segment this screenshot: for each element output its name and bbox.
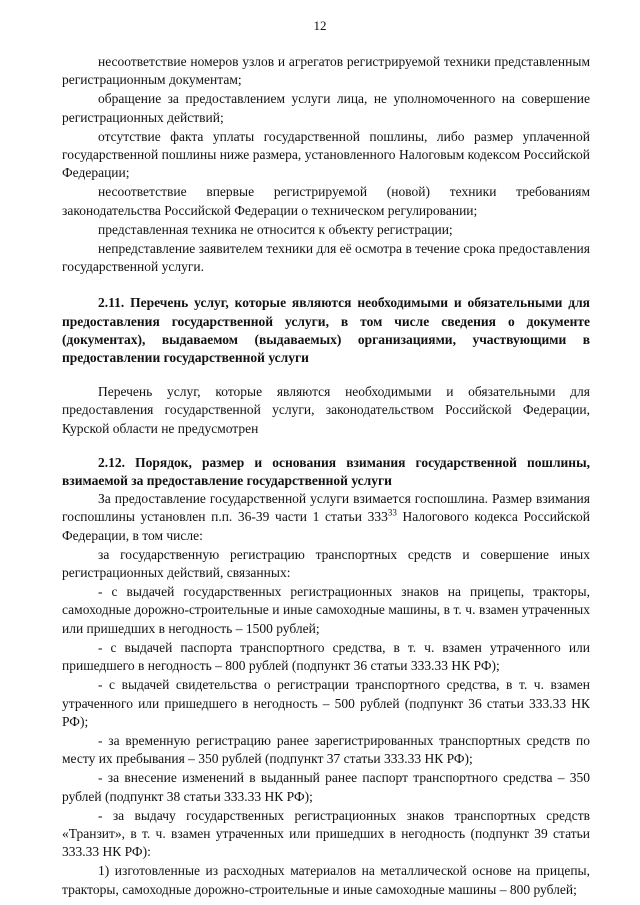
- page-number: 12: [313, 18, 327, 33]
- fee-paragraph: за государственную регистрацию транспортных средств и совершение иных регистрационных действий, связанных:: [62, 546, 590, 581]
- fee-paragraph: - за внесение изменений в выданный ранее паспорт транспортного средства – 350 рублей (подпункт 38 статьи 333.33 НК РФ);: [62, 770, 590, 804]
- refusal-ground: несоответствие номеров узлов и агрегатов регистрируемой техники представленным регистрационным документам;: [62, 54, 590, 88]
- refusal-ground: отсутствие факта уплаты государственной пошлины, либо размер уплаченной государственной пошлины ниже размера, установленного Налоговым кодексом Российской Федерации;: [62, 128, 590, 181]
- fee-paragraph: - за временную регистрацию ранее зарегистрированных транспортных средств по месту их пребывания – 350 рублей (подпункт 37 статьи 333.33 НК РФ);: [62, 732, 590, 767]
- fee-paragraph: - с выдачей паспорта транспортного средства, в т. ч. взамен утраченного или пришедшего в негодность – 800 рублей (подпункт 36 статьи 333.33 НК РФ);: [62, 639, 590, 674]
- refusal-grounds-list: [62, 53, 590, 276]
- refusal-ground: обращение за предоставлением услуги лица, не уполномоченного на совершение регистрационных действий;: [62, 91, 590, 125]
- fee-paragraph: - за выдачу государственных регистрационных знаков транспортных средств «Транзит», в т. ч. взамен утраченных или пришедших в негодность (подпункт 39 статьи 333.33 НК РФ):: [62, 807, 590, 860]
- intro-text-part2: Налогового кодекса Российской Федерации, в том числе:: [62, 509, 590, 543]
- refusal-ground: непредставление заявителем техники для её осмотра в течение срока предоставления государственной услуги.: [62, 241, 590, 275]
- section-2-11-text: Перечень услуг, которые являются необходимыми и обязательными для предоставления государственной услуги, законодательством Российской Федерации, Курской области не предусмотрен: [62, 384, 590, 436]
- fee-paragraph: - с выдачей свидетельства о регистрации транспортного средства, в т. ч. взамен утраченного или пришедшего в негодность – 500 рублей (подпункт 36 статьи 333.33 НК РФ);: [62, 677, 590, 729]
- refusal-ground: несоответствие впервые регистрируемой (новой) техники требованиям законодательства Российской Федерации о техническом регулировании;: [62, 184, 590, 218]
- section-2-12-heading: 2.12. Порядок, размер и основания взимания государственной пошлины, взимаемой за предоставление государственной услуги: [62, 454, 590, 489]
- section-2-11: [62, 294, 590, 367]
- section-2-12-body: [62, 490, 590, 898]
- section-2-11-heading: 2.11. Перечень услуг, которые являются необходимыми и обязательными для предоставления государственной услуги, в том числе сведения о документе (документах), выдаваемом (выдаваемых) организациями, участвующими в предоставлении государственной услуги: [62, 295, 590, 366]
- fee-paragraph: 1) изготовленные из расходных материалов на металлической основе на прицепы, тракторы, самоходные дорожно-строительные и иные самоходные машины – 800 рублей;: [62, 863, 590, 897]
- refusal-ground: представленная техника не относится к объекту регистрации;: [98, 221, 453, 237]
- intro-text-part1: За предоставление государственной услуги взимается госпошлина. Размер взимания госпошлины установлен п.п. 36-39 части 1 статьи 333: [62, 491, 590, 525]
- section-2-12-intro: [62, 490, 590, 545]
- page-content: [62, 53, 590, 900]
- intro-superscript: 33: [387, 507, 397, 518]
- fee-paragraph: - с выдачей государственных регистрационных знаков на прицепы, тракторы, самоходные дорожно-строительные и иные самоходные машины, в т. ч. взамен утраченных или пришедших в негодность – 1500 рублей;: [62, 584, 590, 636]
